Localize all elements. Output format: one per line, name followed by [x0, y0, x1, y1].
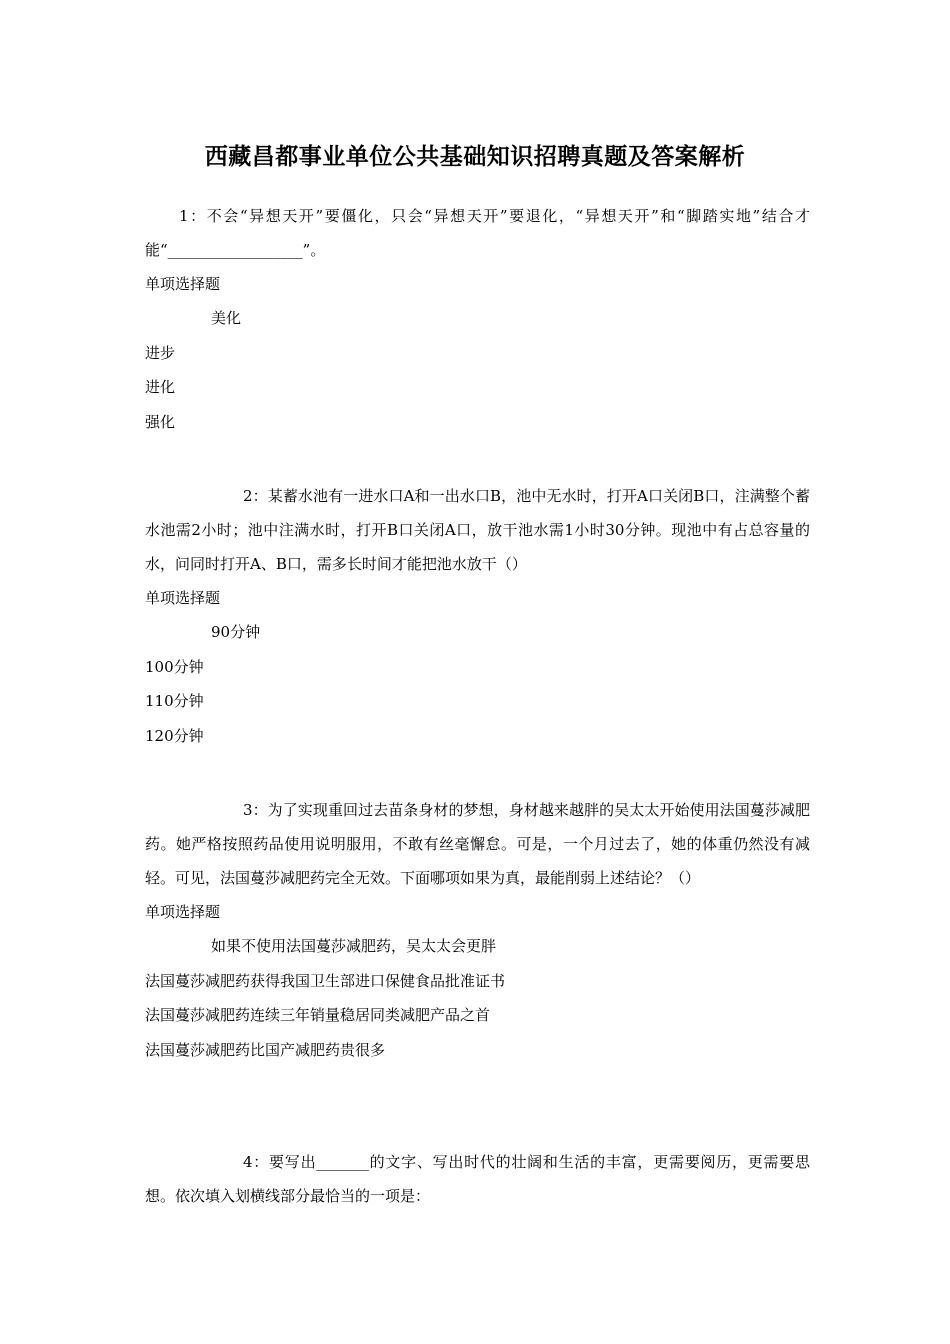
question-3 [145, 793, 810, 1067]
question-3-type: 单项选择题 [145, 903, 221, 921]
question-4 [145, 1145, 810, 1213]
question-2-option-c: 110分钟 [145, 692, 204, 710]
question-2-option-b: 100分钟 [145, 657, 204, 676]
question-1-option-c: 进化 [145, 378, 176, 396]
question-3-option-c: 法国蔓莎减肥药连续三年销量稳居同类减肥产品之首 [145, 1006, 491, 1024]
question-2-option-a: 90分钟 [211, 623, 261, 641]
document-title: 西藏昌都事业单位公共基础知识招聘真题及答案解析 [204, 143, 746, 171]
question-1-option-d: 强化 [145, 412, 176, 431]
question-2-option-d: 120分钟 [145, 726, 204, 745]
question-3-option-b: 法国蔓莎减肥药获得我国卫生部进口保健食品批准证书 [145, 971, 506, 990]
question-2-stem: 2：某蓄水池有一进水口A和一出水口B，池中无水时，打开A口关闭B口，注满整个蓄水池需2小时；池中注满水时，打开B口关闭A口，放干池水需1小时30分钟。现池中有占总容量的水，问同时打开A、B口，需多长时间才能把池水放干（） [145, 487, 810, 573]
question-2-type: 单项选择题 [145, 589, 221, 607]
question-1 [145, 199, 810, 439]
question-3-option-a: 如果不使用法国蔓莎减肥药，吴太太会更胖 [211, 937, 497, 955]
question-4-stem: 4：要写出_______的文字、写出时代的壮阔和生活的丰富，更需要阅历，更需要思想。依次填入划横线部分最恰当的一项是： [145, 1153, 810, 1205]
question-3-option-d: 法国蔓莎减肥药比国产减肥药贵很多 [145, 1040, 386, 1059]
question-2 [145, 479, 810, 753]
question-1-stem: 1：不会“异想天开”要僵化，只会“异想天开”要退化，“异想天开”和“脚踏实地”结合才能“__________________”。 [145, 207, 810, 259]
question-1-type: 单项选择题 [145, 275, 221, 293]
question-3-stem: 3：为了实现重回过去苗条身材的梦想，身材越来越胖的吴太太开始使用法国蔓莎减肥药。她严格按照药品使用说明服用，不敢有丝毫懈怠。可是，一个月过去了，她的体重仍然没有减轻。可见，法国蔓莎减肥药完全无效。下面哪项如果为真，最能削弱上述结论？（） [145, 801, 810, 887]
question-1-option-b: 进步 [145, 343, 176, 362]
question-1-option-a: 美化 [211, 309, 242, 327]
